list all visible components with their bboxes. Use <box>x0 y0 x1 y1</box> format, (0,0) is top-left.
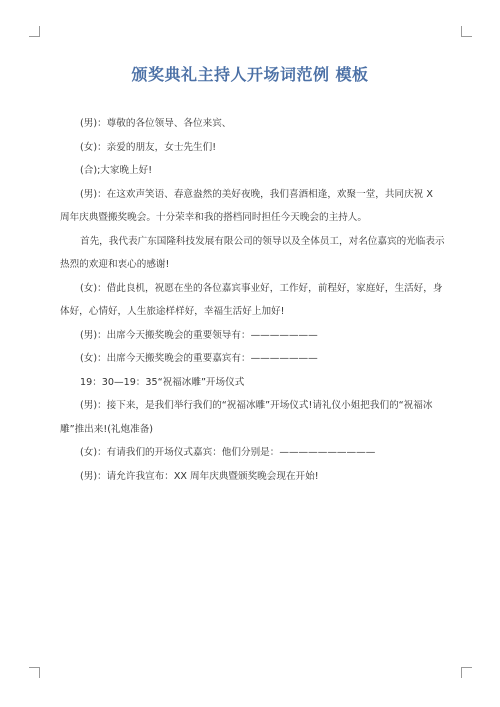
paragraph: 首先，我代表广东国隆科技发展有限公司的领导以及全体员工，对名位嘉宾的光临表示热烈的欢迎和衷心的感谢! <box>60 235 445 270</box>
corner-mark-bottom-left <box>29 667 40 678</box>
corner-mark-top-right <box>461 26 472 37</box>
paragraph: (女)：借此良机，祝愿在坐的各位嘉宾事业好，工作好，前程好，家庭好，生活好，身体好，心情好，人生旅途样样好，幸福生活好上加好! <box>60 282 443 317</box>
paragraph: (女)：出席今天搬奖晚会的重要嘉宾有：——————— <box>80 353 318 364</box>
paragraph: (男)：接下来，是我们举行我们的“祝福冰雕”开场仪式!请礼仪小姐把我们的“祝福冰雕”推出来!(礼炮准备) <box>60 400 433 435</box>
paragraph: (男)：请允许我宣布：XX 周年庆典暨颁奖晚会现在开始! <box>80 470 319 482</box>
corner-mark-bottom-right <box>461 667 472 678</box>
paragraph: (男)：在这欢声笑语、春意盎然的美好夜晚，我们喜酒相逢，欢聚一堂，共同庆祝 X 周年庆典暨搬奖晚会。十分荣幸和我的搭档同时担任今天晚会的主持人。 <box>60 188 433 223</box>
paragraph: (男)：尊敬的各位领导、各位来宾、 <box>80 118 232 129</box>
paragraph: (女)：有请我们的开场仪式嘉宾：他们分别是：—————————— <box>80 447 376 458</box>
corner-mark-top-left <box>29 26 40 37</box>
paragraph: (合);大家晚上好! <box>80 165 153 176</box>
paragraph: 19：30—19：35“祝福冰雕”开场仪式 <box>80 376 245 388</box>
paragraph: (女)：亲爱的朋友，女士先生们! <box>80 141 217 153</box>
paragraph: (男)：出席今天搬奖晚会的重要领导有：——————— <box>80 329 318 341</box>
document-title: 颁奖典礼主持人开场词范例 模板 <box>131 65 369 84</box>
document-body <box>60 112 445 488</box>
